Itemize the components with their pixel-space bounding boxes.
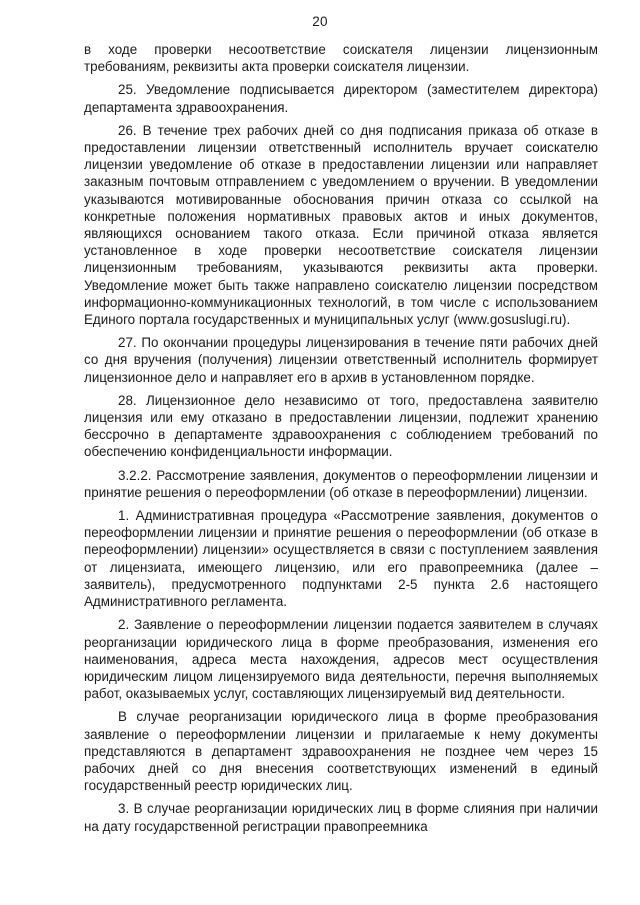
- paragraph-item-1: 1. Административная процедура «Рассмотрение заявления, документов о переоформлении лицензии и принятие решения о переоформлении (об отказе в переоформлении) лицензии» осуществляется в связи с поступлением заявления от лицензиата, имеющего лицензию, или его правопреемника (далее – заявитель), предусмотренного подпунктами 2-5 пункта 2.6 настоящего Административного регламента.: [84, 508, 598, 610]
- paragraph-item-26: 26. В течение трех рабочих дней со дня подписания приказа об отказе в предоставлении лицензии ответственный исполнитель вручает соискателю лицензии уведомление об отказе в предоставлении лицензии или направляет заказным почтовым отправлением с уведомлением о вручении. В уведомлении указываются мотивированные обоснования причин отказа со ссылкой на конкретные положения нормативных правовых актов и иных документов, являющихся основанием такого отказа. Если причиной отказа является установленное в ходе проверки несоответствие соискателя лицензии лицензионным требованиям, указываются реквизиты акта проверки. Уведомление может быть также направлено соискателю лицензии посредством информационно-коммуникационных технологий, в том числе с использованием Единого портала государственных и муниципальных услуг (www.gosuslugi.ru).: [84, 122, 598, 328]
- paragraph-item-2: 2. Заявление о переоформлении лицензии подается заявителем в случаях реорганизации юридического лица в форме преобразования, изменения его наименования, адреса места нахождения, адресов мест осуществления юридическим лицом лицензируемого вида деятельности, перечня выполняемых работ, оказываемых услуг, составляющих лицензируемый вид деятельности.: [84, 617, 598, 702]
- paragraph-reorganization: В случае реорганизации юридического лица в форме преобразования заявление о переоформлении лицензии и прилагаемые к нему документы представляются в департамент здравоохранения не позднее чем через 15 рабочих дней со дня внесения соответствующих изменений в единый государственный реестр юридических лиц.: [84, 709, 598, 794]
- paragraph-item-3: 3. В случае реорганизации юридических лиц в форме слияния при наличии на дату государственной регистрации правопреемника: [84, 801, 598, 834]
- section-heading-3-2-2: 3.2.2. Рассмотрение заявления, документов о переоформлении лицензии и принятие решения о переоформлении (об отказе в переоформлении) лицензии.: [84, 467, 598, 500]
- paragraph-item-25: 25. Уведомление подписывается директором (заместителем директора) департамента здравоохранения.: [84, 82, 598, 115]
- paragraph-item-27: 27. По окончании процедуры лицензирования в течение пяти рабочих дней со дня вручения (получения) лицензии ответственный исполнитель формирует лицензионное дело и направляет его в архив в установленном порядке.: [84, 335, 598, 385]
- document-body: [84, 41, 598, 841]
- paragraph-item-28: 28. Лицензионное дело независимо от того, предоставлена заявителю лицензия или ему отказано в предоставлении лицензии, подлежит хранению бессрочно в департаменте здравоохранения с соблюдением требований по обеспечению конфиденциальности информации.: [84, 392, 598, 460]
- page-number: 20: [312, 14, 328, 29]
- paragraph-continuation: в ходе проверки несоответствие соискателя лицензии лицензионным требованиям, реквизиты акта проверки соискателя лицензии.: [84, 42, 598, 75]
